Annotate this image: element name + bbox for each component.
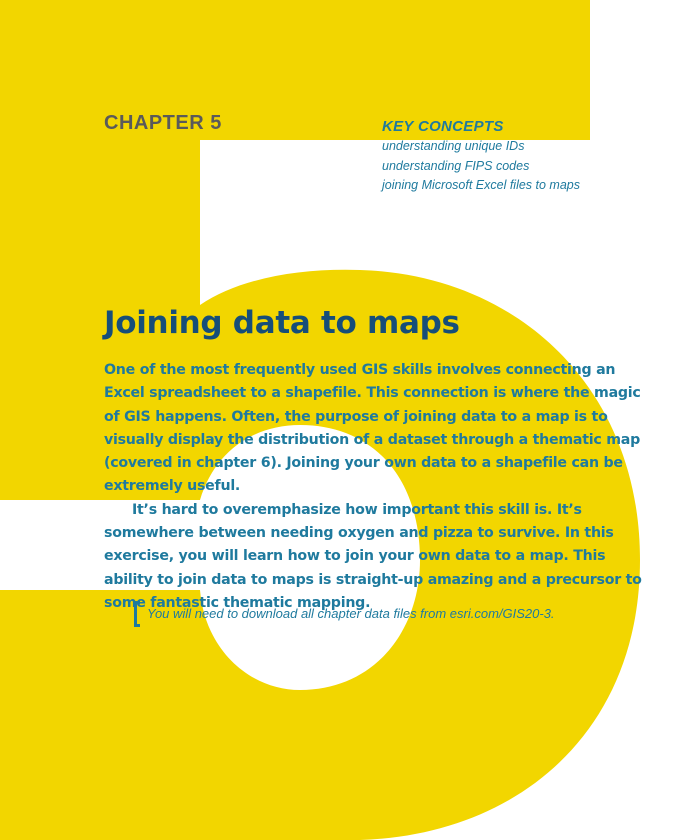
key-concept-item: understanding unique IDs: [382, 139, 525, 153]
intro-paragraph: It’s hard to overemphasize how important this skill is. It’s somewhere between needing oxygen and pizza to survive. In this exercise, you will learn how to join your own data to a map. This ability to join data to maps is straight-up amazing and a precursor to some fantastic thematic mapping.: [104, 501, 642, 611]
intro-text: [104, 359, 644, 615]
chapter-title: Joining data to maps: [104, 305, 460, 341]
download-note-text: You will need to download all chapter data files from esri.com/GIS20-3.: [147, 606, 555, 621]
key-concepts-heading: KEY CONCEPTS: [382, 118, 504, 135]
chapter-label: CHAPTER 5: [104, 112, 222, 134]
key-concepts-list: [382, 137, 580, 196]
intro-paragraph: One of the most frequently used GIS skills involves connecting an Excel spreadsheet to a shapefile. This connection is where the magic of GIS happens. Often, the purpose of joining data to a map is to visually display the distribution of a dataset through a thematic map (covered in chapter 6). Joining your own data to a shapefile can be extremely useful.: [104, 362, 641, 495]
download-note: [134, 601, 555, 627]
key-concept-item: joining Microsoft Excel files to maps: [382, 178, 580, 192]
key-concept-item: understanding FIPS codes: [382, 158, 530, 173]
key-concepts-box: [382, 118, 580, 196]
bracket-icon: [134, 601, 140, 627]
